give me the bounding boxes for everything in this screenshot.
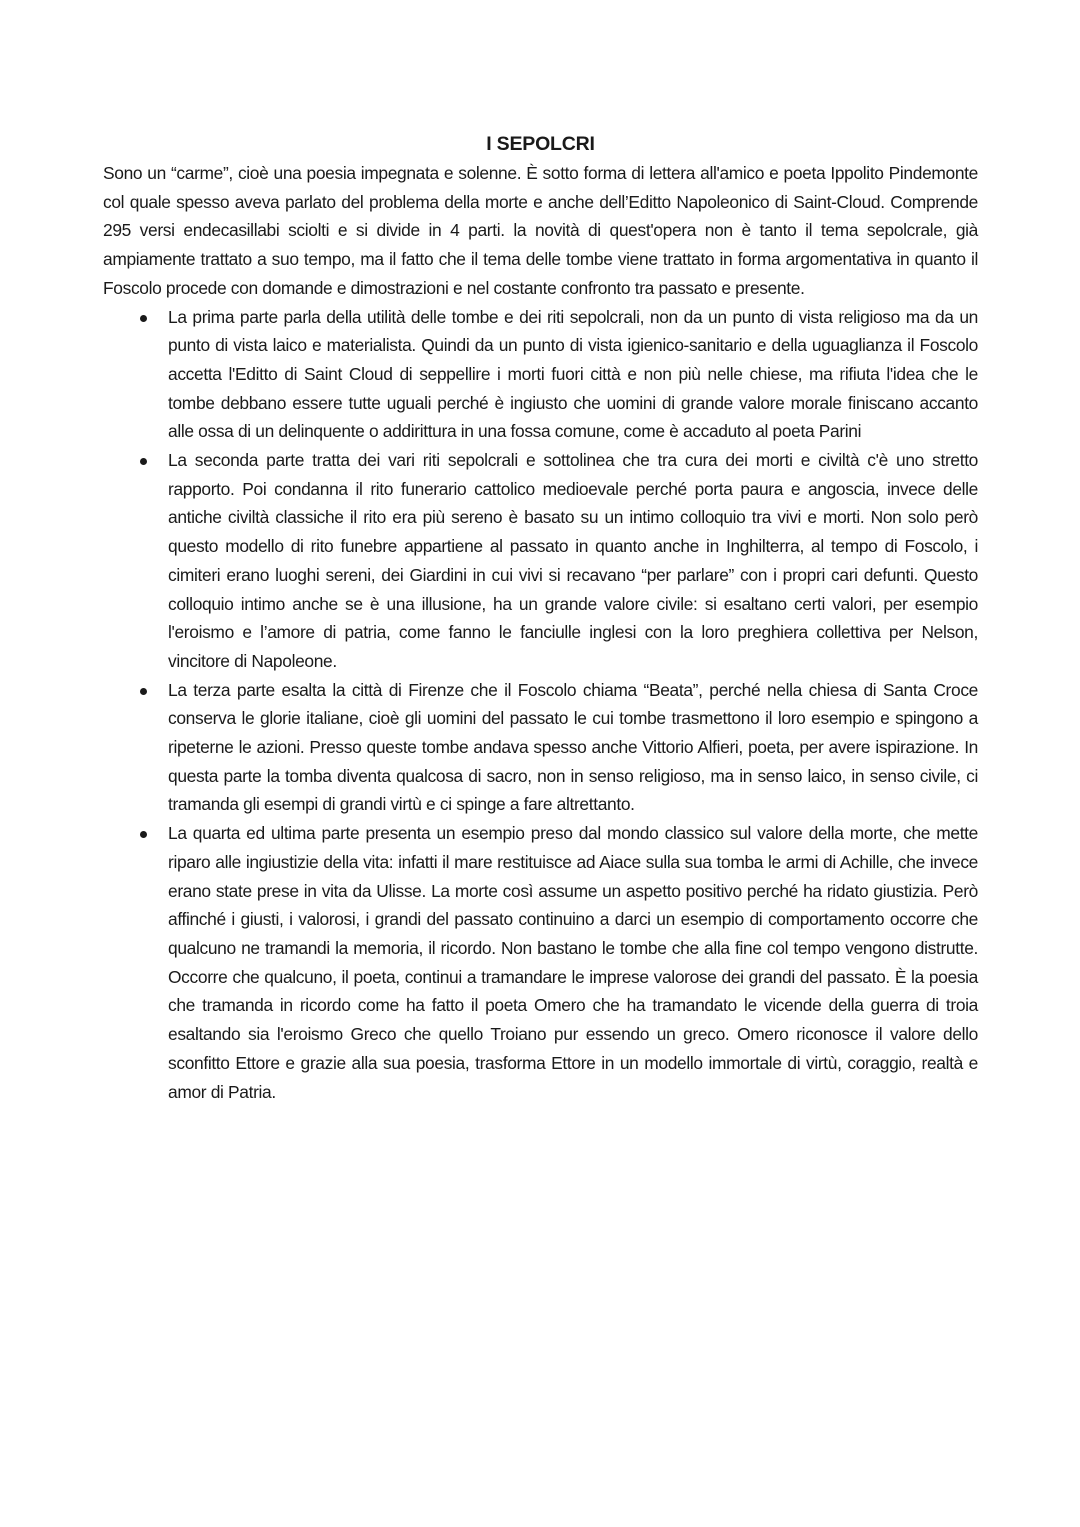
bullet-icon [140, 458, 147, 465]
bullet-icon [140, 315, 147, 322]
part-text: La terza parte esalta la città di Firenze che il Foscolo chiama “Beata”, perché nella chiesa di Santa Croce conserva le glorie italiane, cioè gli uomini del passato le cui tombe trasmettono il loro esempio e spingono a ripeterne le azioni. Presso queste tombe andava spesso anche Vittorio Alfieri, poeta, per avere ispirazione. In questa parte la tomba diventa qualcosa di sacro, non in senso religioso, ma in senso laico, in senso civile, ci tramanda gli esempi di grandi virtù e ci spinge a fare altrettanto. [168, 679, 978, 815]
bullet-icon [140, 688, 147, 695]
document-page [103, 129, 978, 1106]
parts-list [103, 303, 978, 1107]
part-text: La quarta ed ultima parte presenta un esempio preso dal mondo classico sul valore della morte, che mette riparo alle ingiustizie della vita: infatti il mare restituisce ad Aiace sulla sua tomba le armi di Achille, che invece erano state prese in vita da Ulisse. La morte così assume un aspetto positivo perché ha ridato giustizia. Però affinché i giusti, i valorosi, i grandi del passato continuino a darci un esempio di comportamento occorre che qualcuno ne tramandi la memoria, il ricordo. Non bastano le tombe che alla fine col tempo vengono distrutte. Occorre che qualcuno, il poeta, continui a tramandare le imprese valorose dei grandi del passato. È la poesia che tramanda in ricordo come ha fatto il poeta Omero che ha tramandato le vicende della guerra di troia esaltando sia l'eroismo Greco che quello Troiano pur essendo un greco. Omero riconosce il valore dello sconfitto Ettore e grazie alla sua poesia, trasforma Ettore in un modello immortale di virtù, coraggio, realtà e amor di Patria. [168, 823, 978, 1102]
intro-paragraph: Sono un “carme”, cioè una poesia impegnata e solenne. È sotto forma di lettera all'amico e poeta Ippolito Pindemonte col quale spesso aveva parlato del problema della morte e anche dell’Editto Napoleonico di Saint-Cloud. Comprende 295 versi endecasillabi sciolti e si divide in 4 parti. la novità di quest'opera non è tanto il tema sepolcrale, già ampiamente trattato a suo tempo, ma il fatto che il tema delle tombe viene trattato in forma argomentativa in quanto il Foscolo procede con domande e dimostrazioni e nel costante confronto tra passato e presente. [103, 163, 978, 298]
list-item-part-3 [168, 676, 978, 820]
list-item-part-2 [168, 446, 978, 676]
bullet-icon [140, 831, 147, 838]
list-item-part-1 [168, 303, 978, 447]
part-text: La seconda parte tratta dei vari riti sepolcrali e sottolinea che tra cura dei morti e civiltà c'è uno stretto rapporto. Poi condanna il rito funerario cattolico medioevale perché porta paura e angoscia, invece delle antiche civiltà classiche il rito era più sereno è basato su un intimo colloquio tra vivi e morti. Non solo però questo modello di rito funebre appartiene al passato in quanto anche in Inghilterra, al tempo di Foscolo, i cimiteri erano luoghi sereni, dei Giardini in cui vivi si recavano “per parlare” con i propri cari defunti. Questo colloquio intimo anche se è una illusione, ha un grande valore civile: si esaltano certi valori, per esempio l'eroismo e l’amore di patria, come fanno le fanciulle inglesi con la loro preghiera collettiva per Nelson, vincitore di Napoleone. [168, 450, 978, 671]
document-title: I SEPOLCRI [486, 133, 595, 155]
part-text: La prima parte parla della utilità delle tombe e dei riti sepolcrali, non da un punto di vista religioso ma da un punto di vista laico e materialista. Quindi da un punto di vista igienico-sanitario e della uguaglianza il Foscolo accetta l'Editto di Saint Cloud di seppellire i morti fuori città e non più nelle chiese, ma rifiuta l'idea che le tombe debbano essere tutte uguali perché è ingiusto che uomini di grande valore morale finiscano accanto alle ossa di un delinquente o addirittura in una fossa comune, come è accaduto al poeta Parini [168, 306, 978, 442]
list-item-part-4 [168, 819, 978, 1106]
